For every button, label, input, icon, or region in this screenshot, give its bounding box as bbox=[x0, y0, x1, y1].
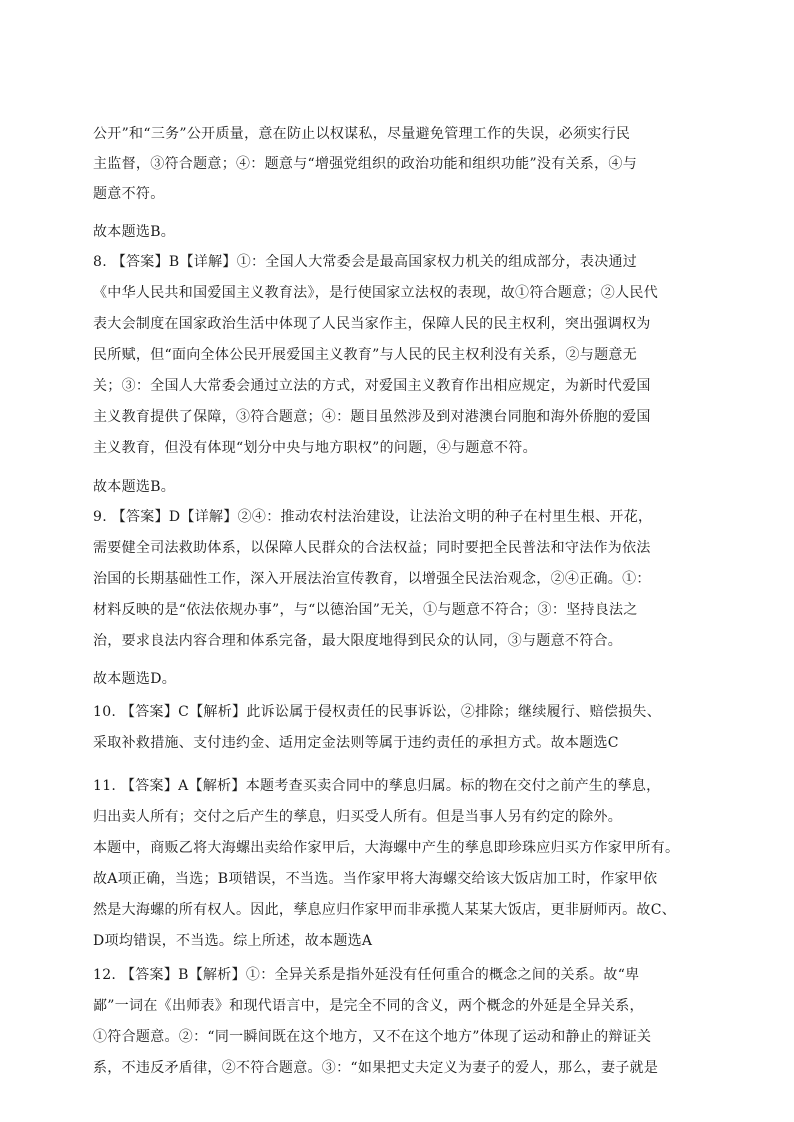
text-line: 然是大海螺的所有权人。因此，孳息应归作家甲而非承揽人某某大饭店，更非厨师丙。故C、 bbox=[93, 902, 677, 918]
text-line: 9. 【答案】D【详解】②④：推动农村法治建设，让法治文明的种子在村里生根、开花， bbox=[93, 509, 653, 525]
text-line: 关；③：全国人大常委会通过立法的方式，对爱国主义教育作出相应规定，为新时代爱国 bbox=[93, 378, 651, 394]
text-line: 11. 【答案】A【解析】本题考查买卖合同中的孳息归属。标的物在交付之前产生的孳息， bbox=[93, 778, 661, 794]
text-line: 故本题选B。 bbox=[93, 479, 176, 495]
text-line: 故本题选B。 bbox=[93, 224, 176, 240]
text-line: 故A项正确，当选；B项错误，不当选。当作家甲将大海螺交给该大饭店加工时，作家甲依 bbox=[93, 871, 658, 887]
text-line: 归出卖人所有；交付之后产生的孳息，归买受人所有。但是当事人另有约定的除外。 bbox=[93, 809, 623, 825]
text-line: 10. 【答案】C【解析】此诉讼属于侵权责任的民事诉讼，②排除；继续履行、赔偿损失、 bbox=[93, 704, 662, 720]
text-line: 治国的长期基础性工作，深入开展法治宣传教育，以增强全民法治观念，②④正确。①： bbox=[93, 571, 651, 587]
text-line: 系，不违反矛盾律，②不符合题意。③：“如果把丈夫定义为妻子的爱人，那么，妻子就是 bbox=[93, 1060, 659, 1076]
text-line: 公开”和“三务”公开质量，意在防止以权谋私，尽量避免管理工作的失误，必须实行民 bbox=[93, 126, 631, 142]
text-line: 表大会制度在国家政治生活中体现了人民当家作主，保障人民的民主权利，突出强调权为 bbox=[93, 316, 651, 332]
text-line: 民所赋，但“面向全体公民开展爱国主义教育”与人民的民主权利没有关系，②与题意无 bbox=[93, 347, 638, 363]
text-line: ①符合题意。②：“同一瞬间既在这个地方，又不在这个地方”体现了运动和静止的辩证关 bbox=[93, 1029, 652, 1045]
text-line: 故本题选D。 bbox=[93, 671, 177, 687]
text-line: 8. 【答案】B【详解】①：全国人大常委会是最高国家权力机关的组成部分，表决通过 bbox=[93, 254, 638, 270]
text-line: 主监督，③符合题意；④：题意与“增强党组织的政治功能和组织功能”没有关系，④与 bbox=[93, 156, 638, 172]
text-line: 治，要求良法内容合理和体系完备，最大限度地得到民众的认同，③与题意不符合。 bbox=[93, 633, 623, 649]
text-line: 材料反映的是“依法依规办事”，与“以德治国”无关，①与题意不符合；③：坚持良法之 bbox=[93, 602, 638, 618]
text-line: 12. 【答案】B【解析】①：全异关系是指外延没有任何重合的概念之间的关系。故“卑 bbox=[93, 967, 640, 983]
text-line: 题意不符。 bbox=[93, 186, 165, 202]
text-line: 《中华人民共和国爱国主义教育法》，是行使国家立法权的表现，故①符合题意；②人民代 bbox=[93, 285, 658, 301]
text-line: D项均错误，不当选。综上所述，故本题选A bbox=[93, 933, 373, 949]
text-line: 采取补救措施、支付违约金、适用定金法则等属于违约责任的承担方式。故本题选C bbox=[93, 735, 619, 751]
text-line: 主义教育提供了保障，③符合题意；④：题目虽然涉及到对港澳台同胞和海外侨胞的爱国 bbox=[93, 409, 651, 425]
text-line: 需要健全司法救助体系，以保障人民群众的合法权益；同时要把全民普法和守法作为依法 bbox=[93, 540, 651, 556]
text-line: 本题中，商贩乙将大海螺出卖给作家甲后，大海螺中产生的孳息即珍珠应归买方作家甲所有。 bbox=[93, 840, 680, 856]
text-line: 主义教育，但没有体现“划分中央与地方职权”的问题，④与题意不符。 bbox=[93, 440, 537, 456]
text-line: 鄙”一词在《出师表》和现代语言中，是完全不同的含义，两个概念的外延是全异关系， bbox=[93, 998, 644, 1014]
